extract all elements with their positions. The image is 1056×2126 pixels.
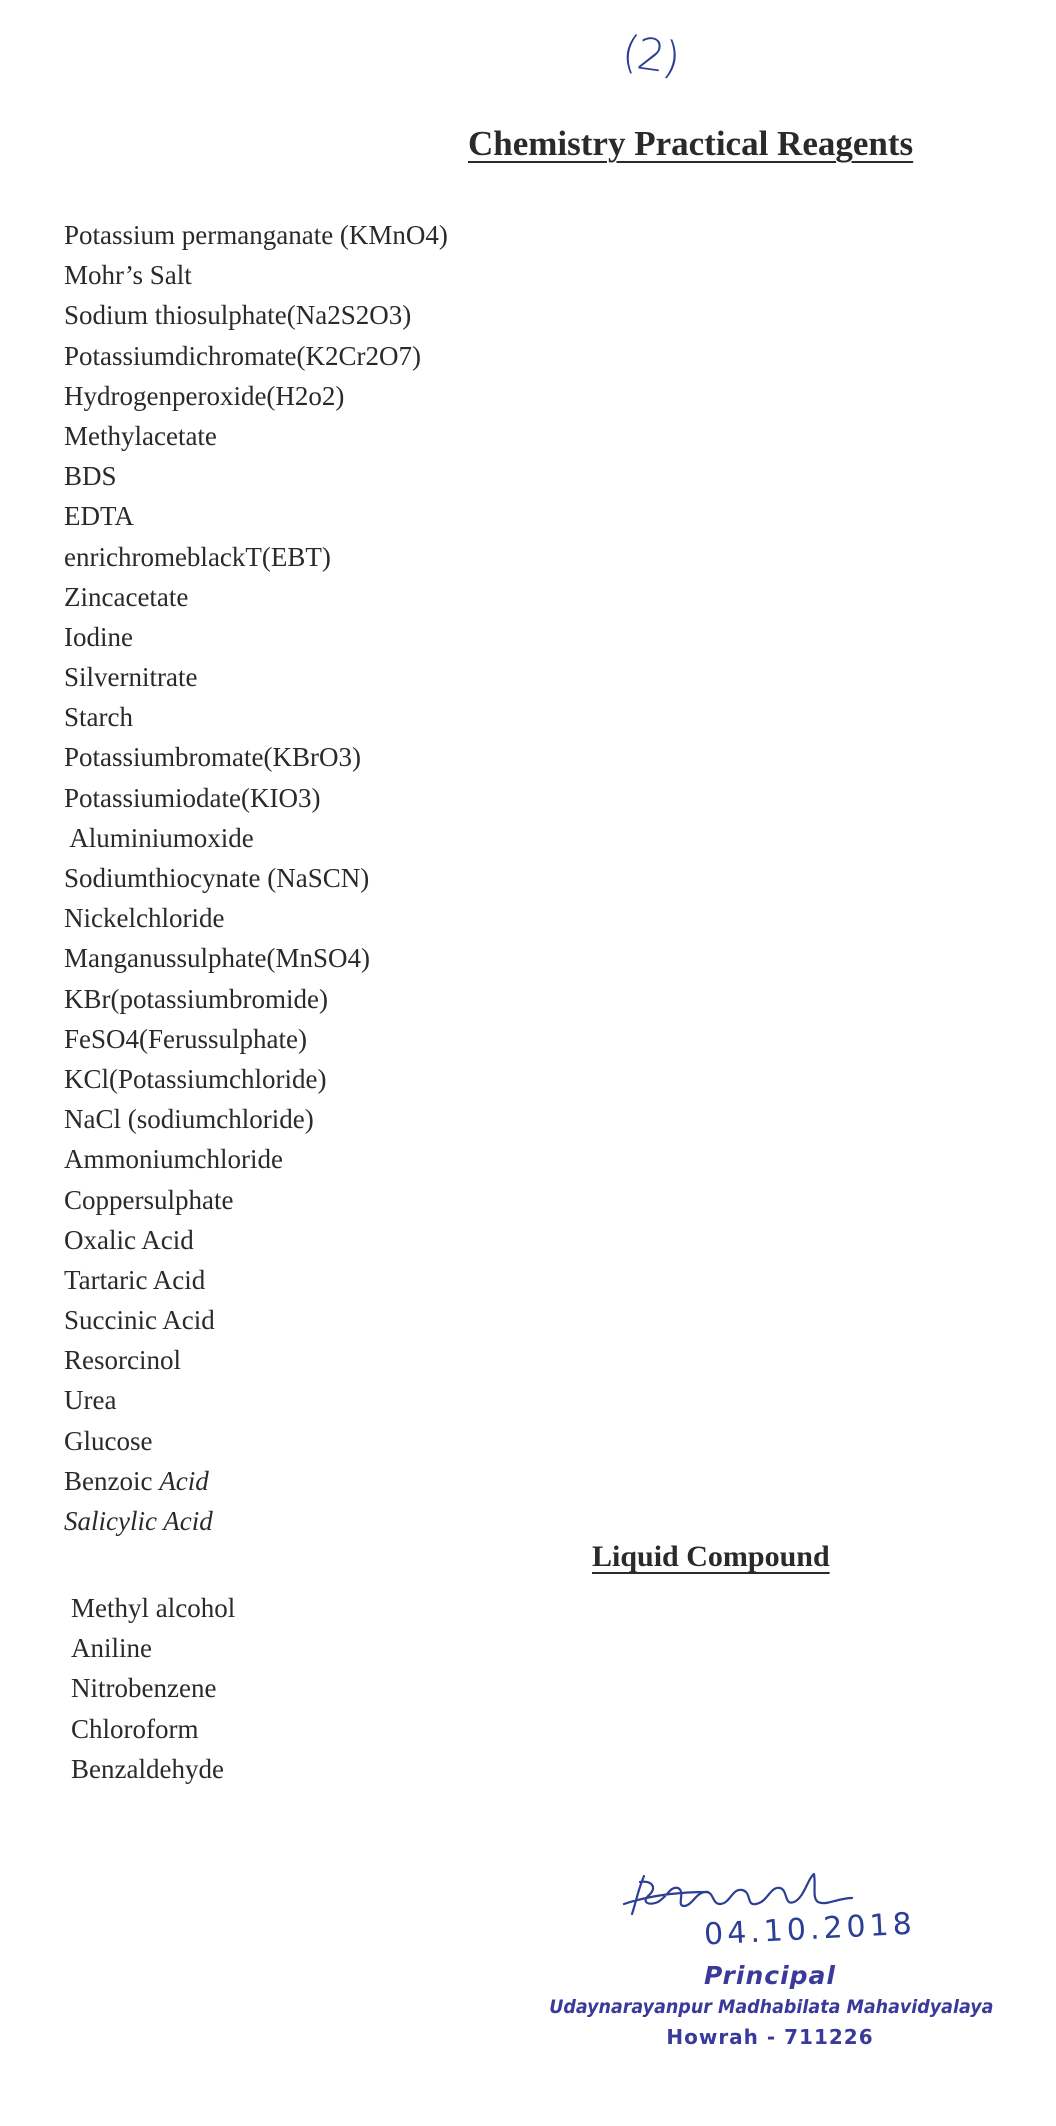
list-item: Starch — [64, 702, 133, 733]
list-item: Manganussulphate(MnSO4) — [64, 943, 370, 974]
principal-stamp — [530, 1960, 1010, 2052]
list-item: Silvernitrate — [64, 662, 198, 693]
stamp-title: Principal — [704, 1961, 836, 1990]
benzoic-prefix: Benzoic — [64, 1465, 160, 1496]
list-item: KCl(Potassiumchloride) — [64, 1063, 327, 1094]
list-item: Tartaric Acid — [64, 1264, 206, 1295]
list-item: Nitrobenzene — [71, 1673, 217, 1704]
page-number: (2) — [618, 26, 682, 85]
list-item: Sodiumthiocynate (NaSCN) — [64, 863, 370, 893]
list-item: Potassium permanganate (KMnO4) — [64, 220, 448, 250]
list-item: Urea — [64, 1385, 117, 1416]
list-item: Aniline — [71, 1633, 152, 1664]
list-item: Iodine — [64, 621, 133, 652]
list-item: FeSO4(Ferussulphate) — [64, 1023, 307, 1054]
list-item: Mohr’s Salt — [64, 260, 192, 291]
list-item: Chloroform — [71, 1713, 199, 1744]
list-item: BDS — [64, 461, 117, 492]
list-item: Oxalic Acid — [64, 1224, 194, 1255]
list-item: Potassiumiodate(KIO3) — [64, 782, 321, 813]
list-item: Nickelchloride — [64, 903, 225, 934]
list-item: Glucose — [64, 1425, 153, 1456]
list-item: Methyl alcohol — [71, 1593, 236, 1623]
list-item: Hydrogenperoxide(H2o2) — [64, 380, 345, 411]
stamp-institution: Udaynarayanpur Madhabilata Mahavidyalaya — [549, 1996, 994, 2018]
list-item: EDTA — [64, 501, 134, 532]
list-item-salicylic-acid: Salicylic Acid — [64, 1506, 213, 1536]
list-item: Potassiumdichromate(K2Cr2O7) — [64, 340, 421, 371]
benzoic-suffix: Acid — [159, 1465, 209, 1496]
liquid-compound-list — [71, 1588, 235, 1789]
signature-date: 04.10.2018 — [703, 1906, 917, 1953]
list-item: Potassiumbromate(KBrO3) — [64, 742, 361, 773]
list-item: Benzaldehyde — [71, 1753, 224, 1784]
list-item: Zincacetate — [64, 581, 189, 612]
list-item: NaCl (sodiumchloride) — [64, 1104, 314, 1135]
section-heading-liquid-compound: Liquid Compound — [592, 1540, 830, 1573]
list-item: Resorcinol — [64, 1345, 181, 1376]
list-item: KBr(potassiumbromide) — [64, 983, 328, 1014]
list-item: Sodium thiosulphate(Na2S2O3) — [64, 300, 412, 331]
list-item: enrichromeblackT(EBT) — [64, 541, 331, 572]
list-item-benzoic-acid — [64, 1461, 448, 1501]
page-title: Chemistry Practical Reagents — [468, 124, 914, 163]
list-item: Ammoniumchloride — [64, 1144, 283, 1175]
list-item: Methylacetate — [64, 420, 217, 451]
stamp-address: Howrah - 711226 — [666, 2025, 874, 2049]
list-item: Coppersulphate — [64, 1184, 234, 1215]
reagent-list — [64, 215, 448, 1541]
list-item: Aluminiumoxide — [64, 822, 254, 853]
list-item: Succinic Acid — [64, 1305, 215, 1336]
